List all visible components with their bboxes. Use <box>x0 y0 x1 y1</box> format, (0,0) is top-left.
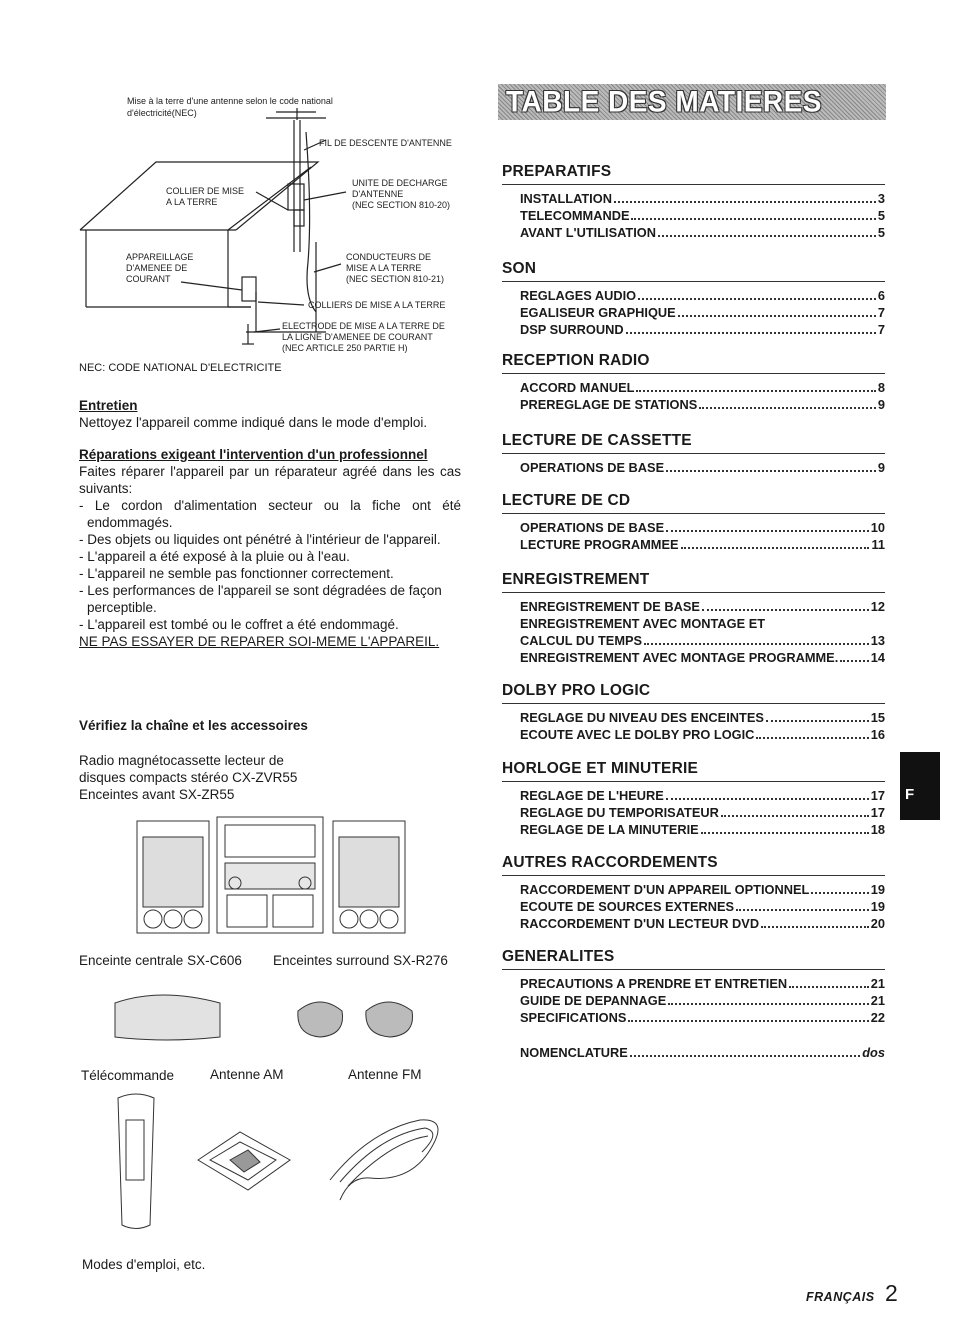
toc-entry[interactable] <box>520 536 885 553</box>
toc-entry-title: CALCUL DU TEMPS <box>520 633 643 648</box>
toc-leader-dots <box>701 832 869 834</box>
toc-entry-title: AVANT L'UTILISATION <box>520 225 656 240</box>
label-ground-clamps: COLLIERS DE MISE A LA TERRE <box>308 300 446 310</box>
toc-entry-title: NOMENCLATURE <box>520 1045 628 1060</box>
toc-banner <box>498 84 886 120</box>
toc-section <box>502 760 885 838</box>
toc-entry-title: GUIDE DE DEPANNAGE <box>520 993 667 1008</box>
am-antenna-label: Antenne AM <box>210 1067 284 1082</box>
stereo-system-illustration <box>135 815 410 937</box>
toc-leader-dots <box>644 643 869 645</box>
toc-entry-title: ECOUTE DE SOURCES EXTERNES <box>520 899 735 914</box>
manuals-label: Modes d'emploi, etc. <box>82 1257 206 1272</box>
toc-entry-page: 19 <box>870 882 885 897</box>
toc-entry-list <box>502 787 885 838</box>
toc-entry-page: 3 <box>877 191 885 206</box>
toc-entry-title: RACCORDEMENT D'UN LECTEUR DVD <box>520 916 760 931</box>
diagram-caption: Mise à la terre d'une antenne selon le code national <box>127 96 333 106</box>
toc-entry-title: OPERATIONS DE BASE <box>520 460 665 475</box>
toc-entry[interactable] <box>520 1009 885 1026</box>
toc-leader-dots <box>614 201 876 203</box>
toc-leader-dots <box>766 720 869 722</box>
toc-section-title: SON <box>502 260 885 282</box>
toc-entry-title: ENREGISTREMENT AVEC MONTAGE PROGRAMME. <box>520 650 839 665</box>
toc-entry-page: 8 <box>877 380 885 395</box>
toc-entry-page: 11 <box>871 537 885 552</box>
toc-entry[interactable] <box>520 915 885 932</box>
toc-entry-page: 7 <box>877 322 885 337</box>
toc-section <box>502 571 885 666</box>
toc-section-title: AUTRES RACCORDEMENTS <box>502 854 885 876</box>
toc-entry-page: 6 <box>877 288 885 303</box>
label-ground-clamp-2: A LA TERRE <box>166 197 218 207</box>
toc-entry[interactable] <box>520 898 885 915</box>
list-item: - L'appareil a été exposé à la pluie ou à l'eau. <box>79 549 350 564</box>
toc-entry-list <box>502 709 885 743</box>
toc-entry-title: ACCORD MANUEL <box>520 380 635 395</box>
toc-entry[interactable] <box>520 379 885 396</box>
toc-entry-page: 19 <box>870 899 885 914</box>
toc-entry-title: DSP SURROUND <box>520 322 624 337</box>
toc-entry-title: ENREGISTREMENT DE BASE <box>520 599 700 614</box>
toc-leader-dots <box>626 332 876 334</box>
toc-entry-page: 22 <box>870 1010 885 1025</box>
label-grounding-conductors-3: (NEC SECTION 810-21) <box>346 274 445 284</box>
toc-entry-title: OPERATIONS DE BASE <box>520 520 665 535</box>
toc-entry[interactable] <box>520 519 885 536</box>
surround-speakers-label: Enceintes surround SX-R276 <box>273 953 448 968</box>
label-lead-in: FIL DE DESCENTE D'ANTENNE <box>319 138 452 148</box>
toc-section <box>502 948 885 1026</box>
toc-leader-dots <box>702 609 869 611</box>
toc-entry-title: REGLAGES AUDIO <box>520 288 637 303</box>
toc-entry[interactable] <box>520 649 885 666</box>
label-service-equipment-2: D'AMENEE DE <box>126 263 188 273</box>
toc-entry-title: REGLAGE DU TEMPORISATEUR <box>520 805 719 820</box>
toc-entry-page: dos <box>862 1045 885 1060</box>
page-footer <box>806 1280 898 1307</box>
toc-entry-title: INSTALLATION <box>520 191 612 206</box>
list-item: - L'appareil est tombé ou le coffret a été endommagé. <box>79 617 399 632</box>
toc-entry-page: 10 <box>870 520 885 535</box>
label-grounding-conductors: CONDUCTEURS DE <box>346 252 432 262</box>
label-service-equipment-3: COURANT <box>126 274 171 284</box>
toc-entry[interactable] <box>520 632 885 649</box>
toc-leader-dots <box>721 815 869 817</box>
toc-section-title: ENREGISTREMENT <box>502 571 885 593</box>
toc-leader-dots <box>666 470 876 472</box>
repair-list <box>79 497 461 650</box>
toc-entry-page: 21 <box>870 993 885 1008</box>
toc-entry-list <box>502 598 885 666</box>
toc-section <box>502 682 885 743</box>
toc-entry-page: 5 <box>877 208 885 223</box>
label-service-equipment: APPAREILLAGE <box>126 252 194 262</box>
toc-entry-list <box>502 459 885 476</box>
toc-leader-dots <box>658 235 876 237</box>
toc-entry-list <box>502 287 885 338</box>
toc-leader-dots <box>636 390 875 392</box>
toc-section-title: HORLOGE ET MINUTERIE <box>502 760 885 782</box>
toc-leader-dots <box>631 218 875 220</box>
toc-entry-page: 9 <box>877 460 885 475</box>
antenna-grounding-diagram <box>76 92 466 362</box>
toc-entry-title: REGLAGE DE L'HEURE <box>520 788 664 803</box>
list-item: - Le cordon d'alimentation secteur ou la fiche ont été endommagés. <box>79 498 461 530</box>
toc-entry[interactable] <box>520 190 885 207</box>
toc-entry-page: 15 <box>870 710 885 725</box>
toc-leader-dots <box>630 1055 860 1057</box>
toc-leader-dots <box>668 1003 869 1005</box>
toc-entry[interactable] <box>520 821 885 838</box>
toc-entry-list <box>502 975 885 1026</box>
toc-entry-page: 16 <box>870 727 885 742</box>
toc-section <box>502 163 885 241</box>
toc-leader-dots <box>789 986 869 988</box>
toc-entry[interactable] <box>520 726 885 743</box>
toc-leader-dots <box>840 660 868 662</box>
repair-warning: NE PAS ESSAYER DE REPARER SOI-MEME L'APPAREIL. <box>79 634 440 649</box>
toc-entry-title: PRECAUTIONS A PRENDRE ET ENTRETIEN <box>520 976 788 991</box>
toc-entry[interactable] <box>520 804 885 821</box>
label-discharge-unit: UNITE DE DECHARGE <box>352 178 448 188</box>
toc-entry-page: 13 <box>870 633 885 648</box>
toc-entry-page: 12 <box>870 599 885 614</box>
toc-entry[interactable] <box>520 459 885 476</box>
toc-entry[interactable] <box>520 207 885 224</box>
nec-note: NEC: CODE NATIONAL D'ELECTRICITE <box>79 362 282 374</box>
toc-section-title: LECTURE DE CASSETTE <box>502 432 885 454</box>
toc-entry-title: PREREGLAGE DE STATIONS <box>520 397 698 412</box>
toc-entry-list <box>502 881 885 932</box>
toc-entry[interactable] <box>520 1044 885 1061</box>
toc-entry-page: 17 <box>870 788 885 803</box>
toc-entry[interactable] <box>520 992 885 1009</box>
toc-entry-list <box>502 190 885 241</box>
repair-intro: Faites réparer l'appareil par un réparateur agréé dans les cas suivants: <box>79 464 461 496</box>
toc-entry-title: RACCORDEMENT D'UN APPAREIL OPTIONNEL <box>520 882 810 897</box>
toc-entry-page: 14 <box>870 650 885 665</box>
label-discharge-unit-2: D'ANTENNE <box>352 189 404 199</box>
toc-entry[interactable] <box>520 396 885 413</box>
toc-leader-dots <box>756 737 868 739</box>
toc-leader-dots <box>699 407 876 409</box>
toc-leader-dots <box>678 315 876 317</box>
toc-leader-dots <box>628 1020 868 1022</box>
center-speaker-label: Enceinte centrale SX-C606 <box>79 953 242 968</box>
check-heading: Vérifiez la chaîne et les accessoires <box>79 718 308 733</box>
toc-entry-page: 9 <box>877 397 885 412</box>
toc-entry[interactable] <box>520 881 885 898</box>
toc-entry-page: 18 <box>870 822 885 837</box>
toc-section <box>502 432 885 476</box>
check-line-3: Enceintes avant SX-ZR55 <box>79 787 235 802</box>
toc-entry-page: 17 <box>870 805 885 820</box>
accessories-illustration <box>110 1090 455 1235</box>
toc-leader-dots <box>761 926 869 928</box>
toc-leader-dots <box>666 530 869 532</box>
toc-entry-title: LECTURE PROGRAMMEE <box>520 537 679 552</box>
entretien-heading: Entretien <box>79 398 138 413</box>
toc-entry[interactable] <box>520 224 885 241</box>
entretien-text: Nettoyez l'appareil comme indiqué dans le mode d'emploi. <box>79 415 428 430</box>
toc-section <box>502 352 885 413</box>
toc-entry-page: 20 <box>870 916 885 931</box>
toc-entry-list <box>502 519 885 553</box>
page-number: 2 <box>885 1280 898 1306</box>
toc-entry[interactable] <box>520 975 885 992</box>
label-electrode-3: (NEC ARTICLE 250 PARTIE H) <box>282 343 408 353</box>
toc-entry-page: 5 <box>877 225 885 240</box>
repair-heading: Réparations exigeant l'intervention d'un professionnel <box>79 447 428 462</box>
toc-entry-title: SPECIFICATIONS <box>520 1010 627 1025</box>
label-ground-clamp: COLLIER DE MISE <box>166 186 245 196</box>
toc-entry[interactable] <box>520 598 885 615</box>
toc-section <box>502 492 885 553</box>
toc-entry-title: REGLAGE DE LA MINUTERIE <box>520 822 699 837</box>
diagram-caption-2: d'électricité(NEC) <box>127 108 197 118</box>
footer-language: FRANÇAIS <box>806 1290 875 1304</box>
toc-section <box>502 854 885 932</box>
toc-title: TABLE DES MATIERES <box>506 85 822 118</box>
toc-entry[interactable] <box>520 287 885 304</box>
fm-antenna-label: Antenne FM <box>348 1067 422 1082</box>
toc-leader-dots <box>638 298 876 300</box>
toc-entry[interactable] <box>520 304 885 321</box>
check-line-2: disques compacts stéréo CX-ZVR55 <box>79 770 298 785</box>
toc-section <box>502 260 885 338</box>
toc-nomenclature <box>502 1044 885 1061</box>
toc-leader-dots <box>736 909 869 911</box>
toc-entry-page: 7 <box>877 305 885 320</box>
toc-leader-dots <box>666 798 869 800</box>
toc-entry-list <box>502 379 885 413</box>
toc-section-title: DOLBY PRO LOGIC <box>502 682 885 704</box>
toc-entry[interactable] <box>520 615 885 632</box>
label-discharge-unit-3: (NEC SECTION 810-20) <box>352 200 451 210</box>
speakers-illustration <box>110 985 430 1045</box>
check-line-1: Radio magnétocassette lecteur de <box>79 753 284 768</box>
list-item: - Les performances de l'appareil se sont dégradées de façon perceptible. <box>79 583 442 615</box>
label-electrode: ELECTRODE DE MISE A LA TERRE DE <box>282 321 445 331</box>
toc-section-title: GENERALITES <box>502 948 885 970</box>
toc-section-title: RECEPTION RADIO <box>502 352 885 374</box>
remote-label: Télécommande <box>81 1068 175 1083</box>
toc-entry[interactable] <box>520 787 885 804</box>
toc-section-title: LECTURE DE CD <box>502 492 885 514</box>
language-tab-letter: F <box>905 786 915 803</box>
toc-entry-title: EGALISEUR GRAPHIQUE <box>520 305 676 320</box>
toc-entry[interactable] <box>520 709 885 726</box>
label-grounding-conductors-2: MISE A LA TERRE <box>346 263 422 273</box>
label-electrode-2: LA LIGNE D'AMENEE DE COURANT <box>282 332 433 342</box>
toc-leader-dots <box>681 547 870 549</box>
toc-section-title: PREPARATIFS <box>502 163 885 185</box>
toc-leader-dots <box>811 892 868 894</box>
toc-entry-title: ENREGISTREMENT AVEC MONTAGE ET <box>520 616 766 631</box>
language-tab <box>900 752 940 820</box>
list-item: - L'appareil ne semble pas fonctionner correctement. <box>79 566 394 581</box>
list-item: - Des objets ou liquides ont pénétré à l'intérieur de l'appareil. <box>79 532 441 547</box>
toc-entry-title: ECOUTE AVEC LE DOLBY PRO LOGIC <box>520 727 755 742</box>
toc-entry-page: 21 <box>870 976 885 991</box>
toc-entry[interactable] <box>520 321 885 338</box>
toc-entry-title: REGLAGE DU NIVEAU DES ENCEINTES <box>520 710 764 725</box>
toc-entry-title: TELECOMMANDE <box>520 208 630 223</box>
